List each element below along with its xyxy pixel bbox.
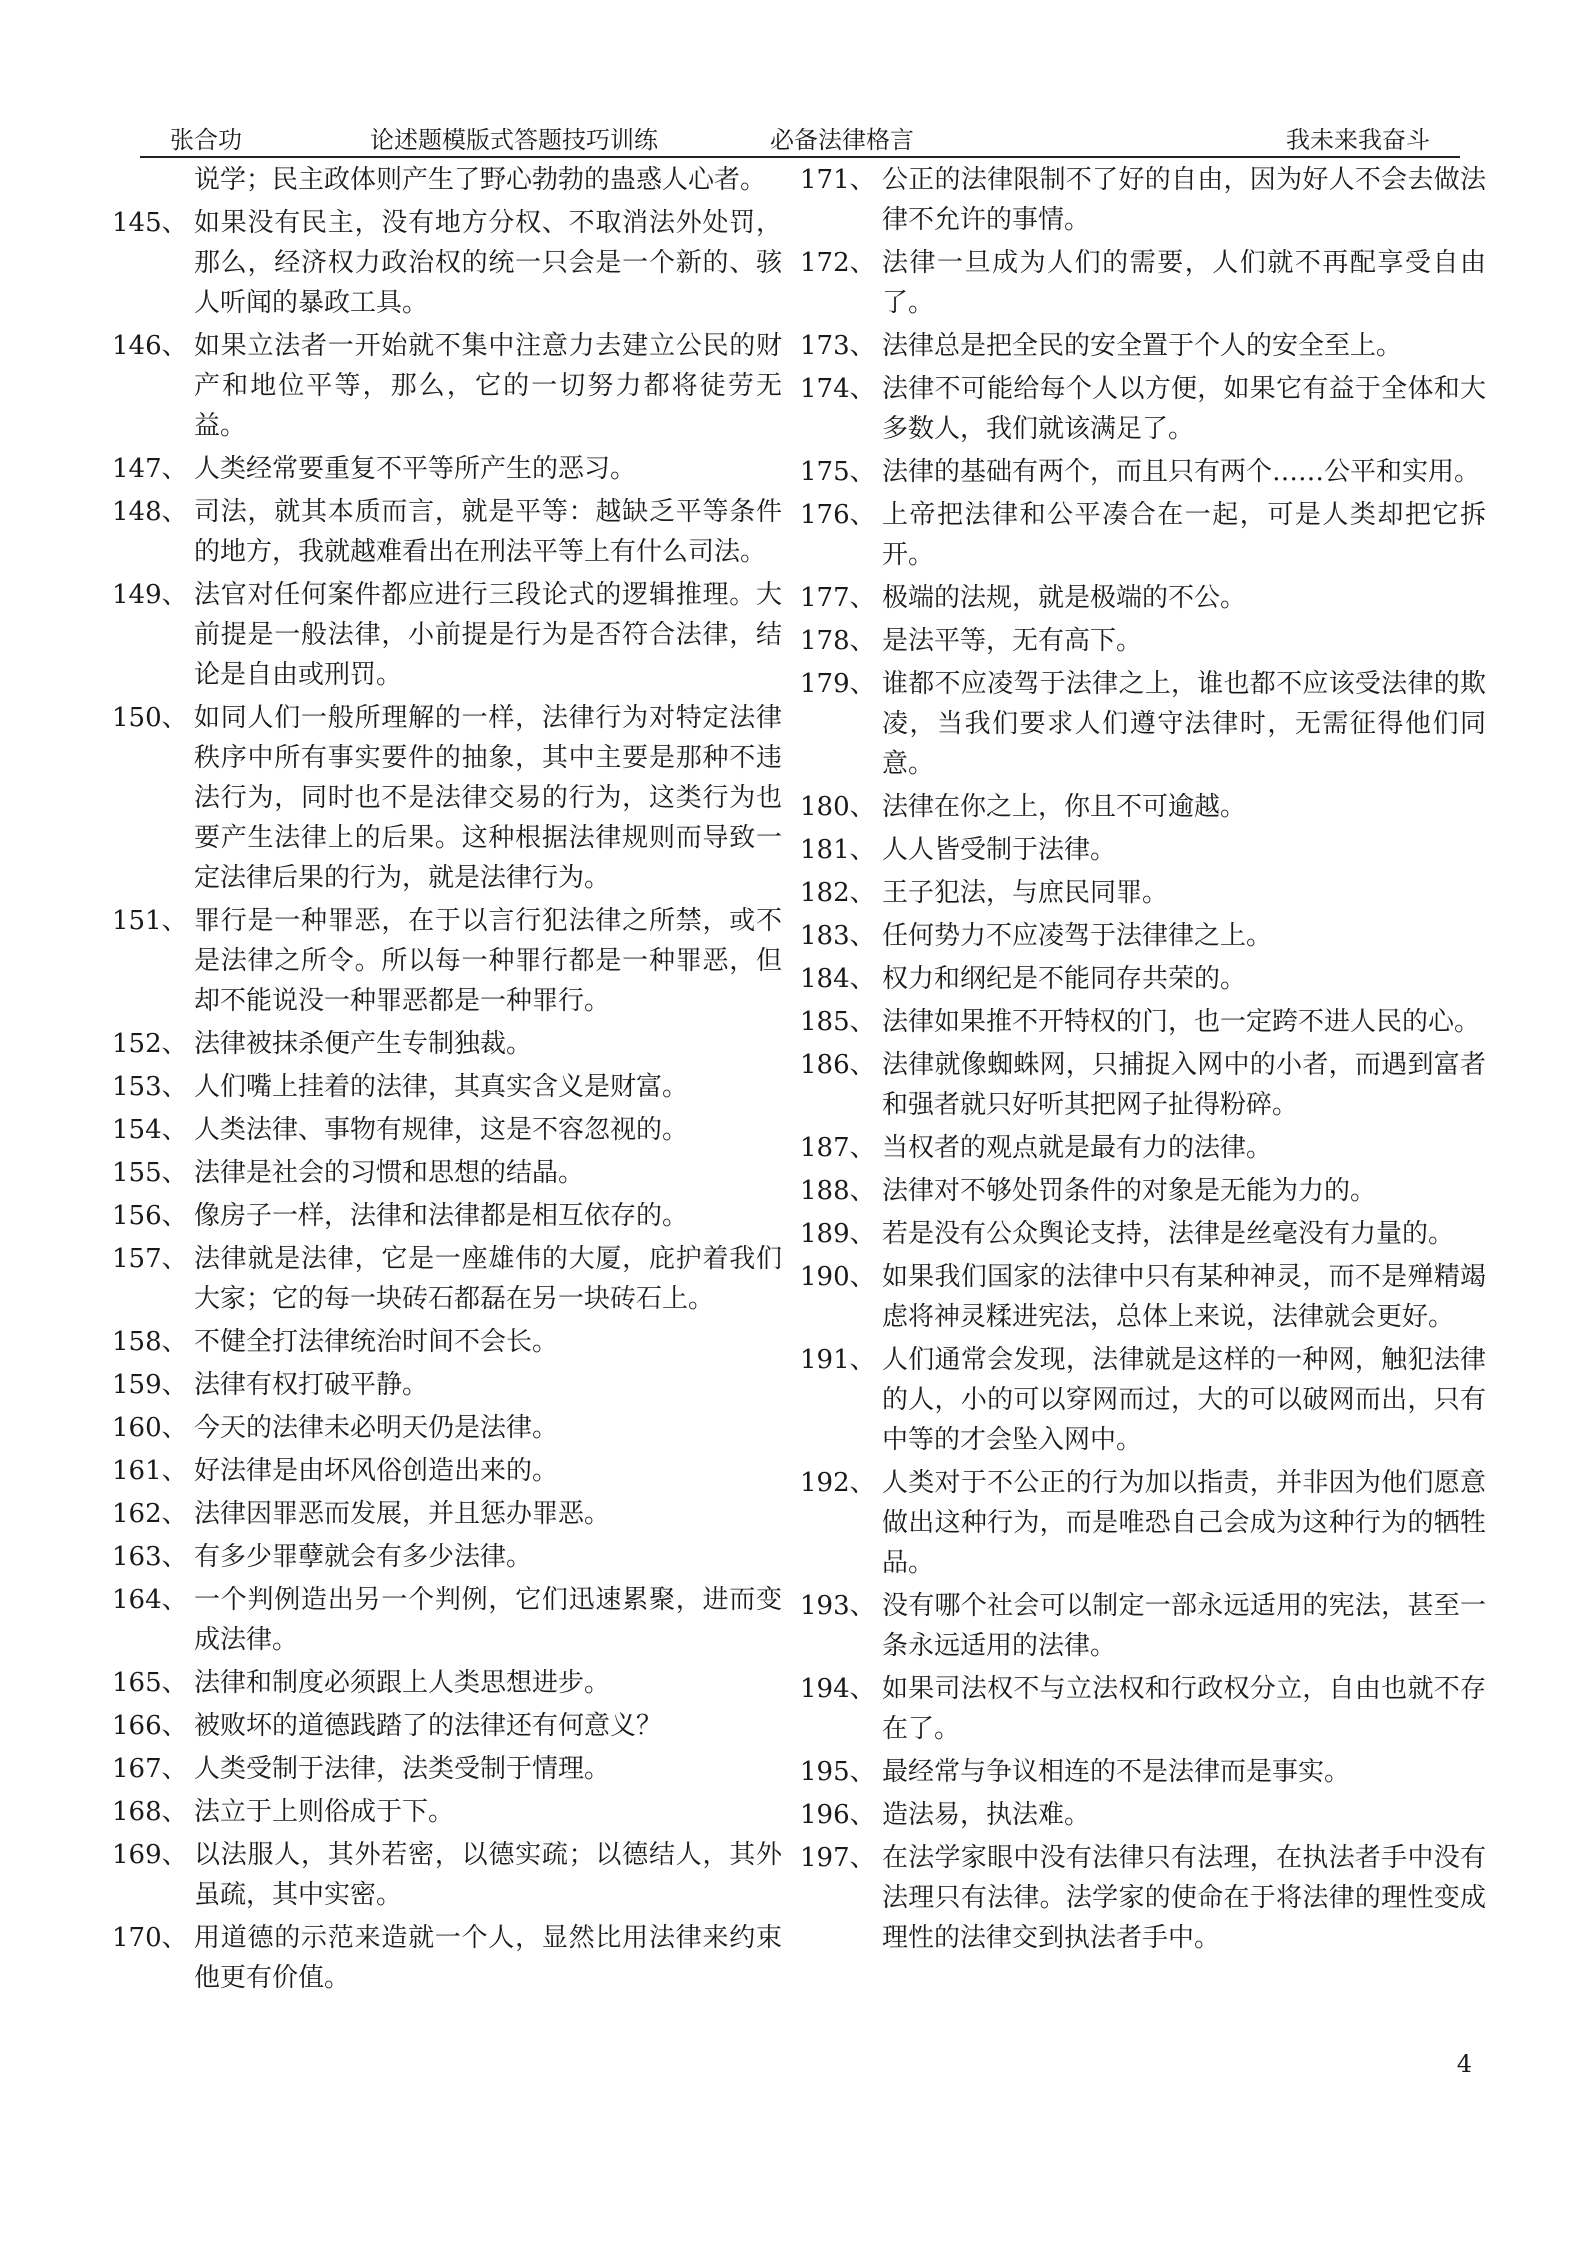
item-number: 151、: [112, 906, 188, 936]
item-text: 司法，就其本质而言，就是平等：越缺乏平等条件的地方，我就越难看出在刑法平等上有什么司法。: [194, 497, 782, 567]
maxim-item: [112, 575, 782, 695]
item-number: 162、: [112, 1499, 188, 1529]
item-number: 196、: [800, 1800, 876, 1830]
maxim-item: [112, 1153, 782, 1193]
maxim-item: [800, 1128, 1486, 1168]
header-author: 张合功: [170, 126, 242, 154]
item-number: 147、: [112, 454, 188, 484]
header-topic: 必备法律格言: [770, 126, 914, 154]
item-number: 157、: [112, 1244, 188, 1274]
maxim-item: [112, 1663, 782, 1703]
maxim-item: [112, 1365, 782, 1405]
item-number: 155、: [112, 1158, 188, 1188]
item-number: 195、: [800, 1757, 876, 1787]
right-column: [800, 160, 1486, 1961]
item-number: 160、: [112, 1413, 188, 1443]
item-text: 今天的法律未必明天仍是法律。: [194, 1413, 559, 1443]
maxim-item: [800, 452, 1486, 492]
item-text: 罪行是一种罪恶，在于以言行犯法律之所禁，或不是法律之所令。所以每一种罪行都是一种罪恶，但却不能说没一种罪恶都是一种罪行。: [194, 906, 782, 1016]
maxim-item: [800, 1171, 1486, 1211]
maxim-item: [112, 492, 782, 572]
item-text: 造法易，执法难。: [882, 1800, 1091, 1830]
item-number: 156、: [112, 1201, 188, 1231]
maxim-item: [800, 664, 1486, 784]
maxim-item: [800, 1838, 1486, 1958]
maxim-item: [112, 1918, 782, 1998]
item-text: 被败坏的道德践踏了的法律还有何意义？: [194, 1711, 663, 1741]
maxim-item: [112, 1580, 782, 1660]
item-text: 法律就像蜘蛛网，只捕捉入网中的小者，而遇到富者和强者就只好听其把网子扯得粉碎。: [882, 1050, 1486, 1120]
item-number: 192、: [800, 1468, 876, 1498]
item-text: 法律有权打破平静。: [194, 1370, 429, 1400]
maxim-item: [800, 495, 1486, 575]
item-number: 163、: [112, 1542, 188, 1572]
maxim-item: [112, 698, 782, 898]
maxim-item: [112, 326, 782, 446]
maxim-item: [800, 1045, 1486, 1125]
item-number: 152、: [112, 1029, 188, 1059]
item-text: 人们嘴上挂着的法律，其真实含义是财富。: [194, 1072, 689, 1102]
maxim-item: [112, 1110, 782, 1150]
item-text: 法律和制度必须跟上人类思想进步。: [194, 1668, 611, 1698]
item-number: 188、: [800, 1176, 876, 1206]
maxim-item: [800, 578, 1486, 618]
item-number: 161、: [112, 1456, 188, 1486]
item-number: 183、: [800, 921, 876, 951]
maxim-item: [800, 916, 1486, 956]
page-number: 4: [1456, 2050, 1472, 2078]
maxim-item: [112, 1408, 782, 1448]
item-text: 人类法律、事物有规律，这是不容忽视的。: [194, 1115, 689, 1145]
maxim-item: [800, 1214, 1486, 1254]
item-text: 人人皆受制于法律。: [882, 835, 1117, 865]
maxim-item: [800, 873, 1486, 913]
continued-item: [112, 160, 782, 200]
item-text: 法律是社会的习惯和思想的结晶。: [194, 1158, 585, 1188]
item-text: 如同人们一般所理解的一样，法律行为对特定法律秩序中所有事实要件的抽象，其中主要是那种不违法行为，同时也不是法律交易的行为，这类行为也要产生法律上的后果。这种根据法律规则而导致一定法律后果的行为，就是法律行为。: [194, 703, 782, 893]
item-text: 公正的法律限制不了好的自由，因为好人不会去做法律不允许的事情。: [882, 165, 1486, 235]
item-number: 176、: [800, 500, 876, 530]
item-number: 190、: [800, 1262, 876, 1292]
item-text: 如果立法者一开始就不集中注意力去建立公民的财产和地位平等，那么，它的一切努力都将徒劳无益。: [194, 331, 782, 441]
item-text: 任何势力不应凌驾于法律律之上。: [882, 921, 1273, 951]
item-text: 以法服人，其外若密，以德实疏；以德结人，其外虽疏，其中实密。: [194, 1840, 782, 1910]
item-number: 179、: [800, 669, 876, 699]
item-text: 王子犯法，与庶民同罪。: [882, 878, 1169, 908]
item-text: 权力和纲纪是不能同存共荣的。: [882, 964, 1247, 994]
item-number: 194、: [800, 1674, 876, 1704]
item-number: 167、: [112, 1754, 188, 1784]
item-number: 172、: [800, 248, 876, 278]
maxim-item: [800, 1586, 1486, 1666]
item-number: 153、: [112, 1072, 188, 1102]
page-header: [140, 118, 1460, 158]
item-number: 186、: [800, 1050, 876, 1080]
maxim-item: [112, 1792, 782, 1832]
item-number: 189、: [800, 1219, 876, 1249]
maxim-item: [800, 787, 1486, 827]
item-text: 最经常与争议相连的不是法律而是事实。: [882, 1757, 1351, 1787]
maxim-item: [800, 830, 1486, 870]
item-number: 150、: [112, 703, 188, 733]
item-text: 有多少罪孽就会有多少法律。: [194, 1542, 533, 1572]
item-number: 174、: [800, 374, 876, 404]
item-number: 148、: [112, 497, 188, 527]
item-text: 不健全打法律统治时间不会长。: [194, 1327, 559, 1357]
item-text: 法律在你之上，你且不可逾越。: [882, 792, 1247, 822]
item-number: 170、: [112, 1923, 188, 1953]
maxim-item: [800, 326, 1486, 366]
item-number: 146、: [112, 331, 188, 361]
maxim-item: [112, 1749, 782, 1789]
item-number: 180、: [800, 792, 876, 822]
item-text: 法律因罪恶而发展，并且惩办罪恶。: [194, 1499, 611, 1529]
item-text: 如果没有民主，没有地方分权、不取消法外处罚，那么，经济权力政治权的统一只会是一个新的、骇人听闻的暴政工具。: [194, 208, 782, 318]
maxim-item: [112, 1196, 782, 1236]
maxim-item: [800, 1002, 1486, 1042]
item-number: 187、: [800, 1133, 876, 1163]
item-text: 上帝把法律和公平凑合在一起，可是人类却把它拆开。: [882, 500, 1486, 570]
maxim-item: [800, 1463, 1486, 1583]
item-text: 没有哪个社会可以制定一部永远适用的宪法，甚至一条永远适用的法律。: [882, 1591, 1486, 1661]
item-text: 当权者的观点就是最有力的法律。: [882, 1133, 1273, 1163]
maxim-item: [112, 1067, 782, 1107]
item-number: 165、: [112, 1668, 188, 1698]
item-number: 182、: [800, 878, 876, 908]
item-text: 法律的基础有两个，而且只有两个……公平和实用。: [882, 457, 1481, 487]
item-number: 158、: [112, 1327, 188, 1357]
item-text: 法律总是把全民的安全置于个人的安全至上。: [882, 331, 1403, 361]
item-text: 是法平等，无有高下。: [882, 626, 1143, 656]
maxim-item: [800, 621, 1486, 661]
maxim-item: [800, 1340, 1486, 1460]
item-text: 人类经常要重复不平等所产生的恶习。: [194, 454, 637, 484]
item-text: 法律对不够处罚条件的对象是无能为力的。: [882, 1176, 1377, 1206]
item-text: 像房子一样，法律和法律都是相互依存的。: [194, 1201, 689, 1231]
maxim-item: [112, 1024, 782, 1064]
item-number: 184、: [800, 964, 876, 994]
maxim-item: [112, 1706, 782, 1746]
maxim-item: [112, 1537, 782, 1577]
item-number: 154、: [112, 1115, 188, 1145]
item-text: 若是没有公众舆论支持，法律是丝毫没有力量的。: [882, 1219, 1455, 1249]
maxim-item: [112, 449, 782, 489]
item-text: 极端的法规，就是极端的不公。: [882, 583, 1247, 613]
item-number: 168、: [112, 1797, 188, 1827]
item-text: 法官对任何案件都应进行三段论式的逻辑推理。大前提是一般法律，小前提是行为是否符合法律，结论是自由或刑罚。: [194, 580, 782, 690]
item-text: 法律不可能给每个人以方便，如果它有益于全体和大多数人，我们就该满足了。: [882, 374, 1486, 444]
item-number: 149、: [112, 580, 188, 610]
maxim-item: [112, 1451, 782, 1491]
item-number: 159、: [112, 1370, 188, 1400]
item-text: 法律如果推不开特权的门，也一定跨不进人民的心。: [882, 1007, 1481, 1037]
item-text: 好法律是由坏风俗创造出来的。: [194, 1456, 559, 1486]
maxim-item: [800, 243, 1486, 323]
item-number: 193、: [800, 1591, 876, 1621]
item-text: 人类对于不公正的行为加以指责，并非因为他们愿意做出这种行为，而是唯恐自己会成为这种行为的牺牲品。: [882, 1468, 1486, 1578]
header-slogan: 我未来我奋斗: [1286, 126, 1430, 154]
item-number: 191、: [800, 1345, 876, 1375]
maxim-item: [800, 1257, 1486, 1337]
item-number: 185、: [800, 1007, 876, 1037]
item-number: 171、: [800, 165, 876, 195]
maxim-item: [112, 1494, 782, 1534]
item-text: 人们通常会发现，法律就是这样的一种网，触犯法律的人，小的可以穿网而过，大的可以破网而出，只有中等的才会坠入网中。: [882, 1345, 1486, 1455]
item-number: 181、: [800, 835, 876, 865]
header-course-title: 论述题模版式答题技巧训练: [370, 126, 658, 154]
item-text: 在法学家眼中没有法律只有法理，在执法者手中没有法理只有法律。法学家的使命在于将法律的理性变成理性的法律交到执法者手中。: [882, 1843, 1486, 1953]
item-number: 177、: [800, 583, 876, 613]
item-text: 法立于上则俗成于下。: [194, 1797, 455, 1827]
item-text: 人类受制于法律，法类受制于情理。: [194, 1754, 611, 1784]
maxim-item: [800, 1669, 1486, 1749]
maxim-item: [800, 369, 1486, 449]
maxim-item: [800, 1795, 1486, 1835]
item-text: 法律就是法律，它是一座雄伟的大厦，庇护着我们大家；它的每一块砖石都磊在另一块砖石上。: [194, 1244, 782, 1314]
maxim-item: [112, 901, 782, 1021]
maxim-item: [112, 1239, 782, 1319]
item-text: 法律被抹杀便产生专制独裁。: [194, 1029, 533, 1059]
maxim-item: [112, 1322, 782, 1362]
maxim-item: [112, 203, 782, 323]
item-text: 说学；民主政体则产生了野心勃勃的蛊惑人心者。: [194, 165, 767, 195]
item-number: 197、: [800, 1843, 876, 1873]
maxim-item: [800, 1752, 1486, 1792]
item-text: 法律一旦成为人们的需要，人们就不再配享受自由了。: [882, 248, 1486, 318]
item-text: 如果司法权不与立法权和行政权分立，自由也就不存在了。: [882, 1674, 1486, 1744]
maxim-item: [112, 1835, 782, 1915]
left-column: [112, 160, 782, 2001]
item-text: 谁都不应凌驾于法律之上，谁也都不应该受法律的欺凌，当我们要求人们遵守法律时，无需征得他们同意。: [882, 669, 1486, 779]
item-text: 用道德的示范来造就一个人，显然比用法律来约束他更有价值。: [194, 1923, 782, 1993]
item-text: 一个判例造出另一个判例，它们迅速累聚，进而变成法律。: [194, 1585, 782, 1655]
item-number: 173、: [800, 331, 876, 361]
item-number: 164、: [112, 1585, 188, 1615]
item-text: 如果我们国家的法律中只有某种神灵，而不是殚精竭虑将神灵糅进宪法，总体上来说，法律就会更好。: [882, 1262, 1486, 1332]
item-number: 178、: [800, 626, 876, 656]
item-number: 166、: [112, 1711, 188, 1741]
maxim-item: [800, 959, 1486, 999]
maxim-item: [800, 160, 1486, 240]
item-number: 169、: [112, 1840, 188, 1870]
item-number: 145、: [112, 208, 188, 238]
item-number: 175、: [800, 457, 876, 487]
